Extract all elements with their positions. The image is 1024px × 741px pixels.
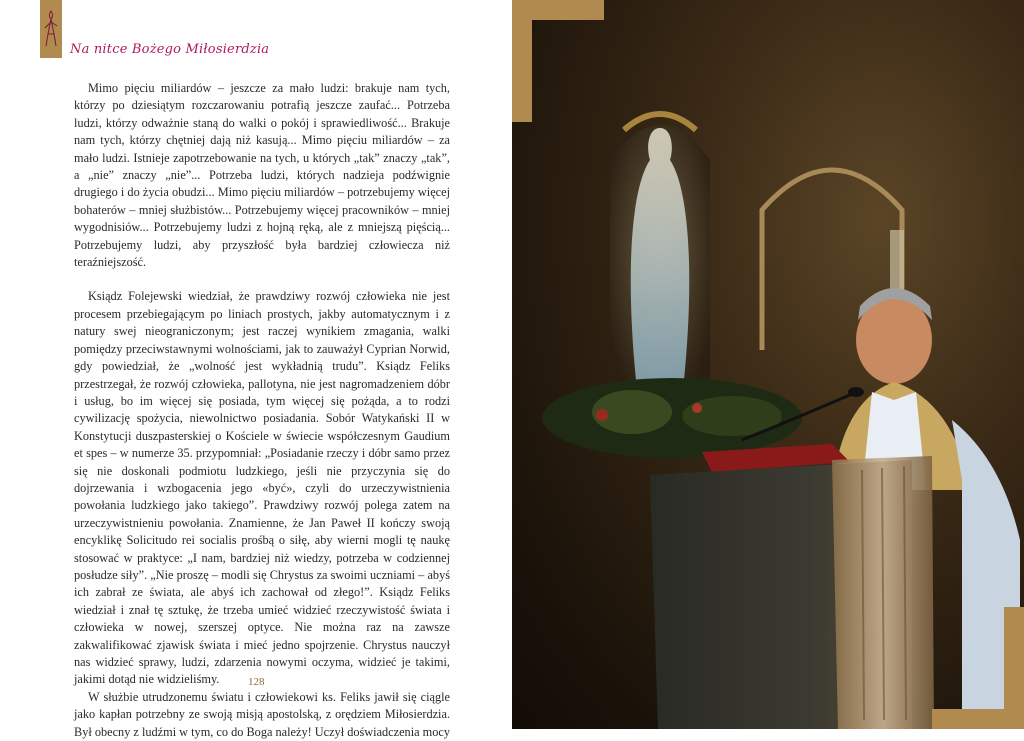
- figure-ornament-icon: [42, 8, 60, 50]
- photo-illustration: [532, 20, 1024, 729]
- body-text: [74, 80, 450, 741]
- running-head: Na nitce Bożego Miłosierdzia: [70, 42, 270, 57]
- corner-frame-left: [512, 0, 532, 122]
- right-page: [512, 0, 1024, 729]
- paragraph: W służbie utrudzonemu światu i człowiekowi ks. Feliks jawił się ciągle jako kapłan potrzebny ze swoją misją apostolską, z orędziem Miłosierdzia. Był obecny z ludźmi w tym, co do Boga należy! Uczył doświadczenia mocy: [74, 689, 450, 739]
- corner-ornament: [40, 0, 62, 58]
- left-page: [0, 0, 512, 739]
- paragraph: Mimo pięciu miliardów – jeszcze za mało ludzi: brakuje nam tych, którzy po dziesiątym rozczarowaniu potrafią jeszcze zaufać... Potrzeba ludzi, którzy odważnie staną do walki o pokój i sprawiedliwość... Brakuje nam tych, którzy chętniej dają niż kasują... Mimo pięciu miliardów – za mało ludzi. Istnieje zapotrzebowanie na tych, u których „tak” znaczy „tak”, a „nie” znaczy „nie”... Potrzeba ludzi, których nadzieja podźwignie drugiego i do życia obudzi... Mimo pięciu miliardów – potrzebujemy więcej bohaterów – mniej służbistów... Potrzebujemy więcej pracowników – mniej wygodnisiów... Potrzebujemy ludzi z hojną ręką, ale z mniejszą pięścią... Potrzebujemy ludzi, aby przyszłość była bardziej człowiecza niż teraźniejszość.: [74, 81, 450, 270]
- photo-priest-at-ambo: [532, 20, 1024, 729]
- paragraph: Ksiądz Folejewski wiedział, że prawdziwy rozwój człowieka nie jest procesem przebiegającym po liniach prostych, jakby automatycznym i z natury swej nieograniczonym; jest raczej wynikiem zmagania, walki pomiędzy przeciwstawnymi wolnościami, jak to zauważył Cyprian Norwid, gdy powiedział, że „wolność jest wykładnią trudu”. Ksiądz Feliks przestrzegał, że rozwój człowieka, pallotyna, nie jest nagromadzeniem dóbr i usług, bo im więcej się posiada, tym więcej się pożąda, a to rodzi cywilizację spożycia, niewolnictwo posiadania. Sobór Watykański II w Konstytucji duszpasterskiej o Kościele w świecie współczesnym Gaudium et spes – w numerze 35. przypomniał: „Posiadanie rzeczy i dóbr samo przez się nie doskonali podmiotu ludzkiego, jeśli nie przyczynia się do dojrzewania i wzbogacenia jego «być», czyli do urzeczywistnienia powołania ludzkiego jako takiego”. Prawdziwy rozwój polega zatem na urzeczywistnieniu powołania. Znamienne, że Jan Paweł II kończy swoją encyklikę Solicitudo rei socialis prośbą o siłę, aby wierni mogli tę naukę stosować w praktyce: „I nam, bardziej niż wiedzy, potrzeba w codziennej posłudze siły”. „Nie proszę – modli się Chrystus za swoimi uczniami – abyś ich zabrał ze świata, ale abyś ich zachował od złego!”. Ksiądz Feliks wiedział i znał tę sztukę, że trzeba umieć widzieć rzeczywistość świata i człowieka w nowej, szerszej optyce. Nie można raz na zawsze zakwalifikować zjawisk świata i mieć jedno spojrzenie. Chrystus nauczył nas widzieć sprawy, ludzi, zdarzenia nowymi oczyma, widzieć je takimi, jakimi dotąd nie widzieliśmy.: [74, 289, 450, 687]
- corner-frame-right: [1004, 607, 1024, 729]
- page-number: 128: [248, 676, 265, 688]
